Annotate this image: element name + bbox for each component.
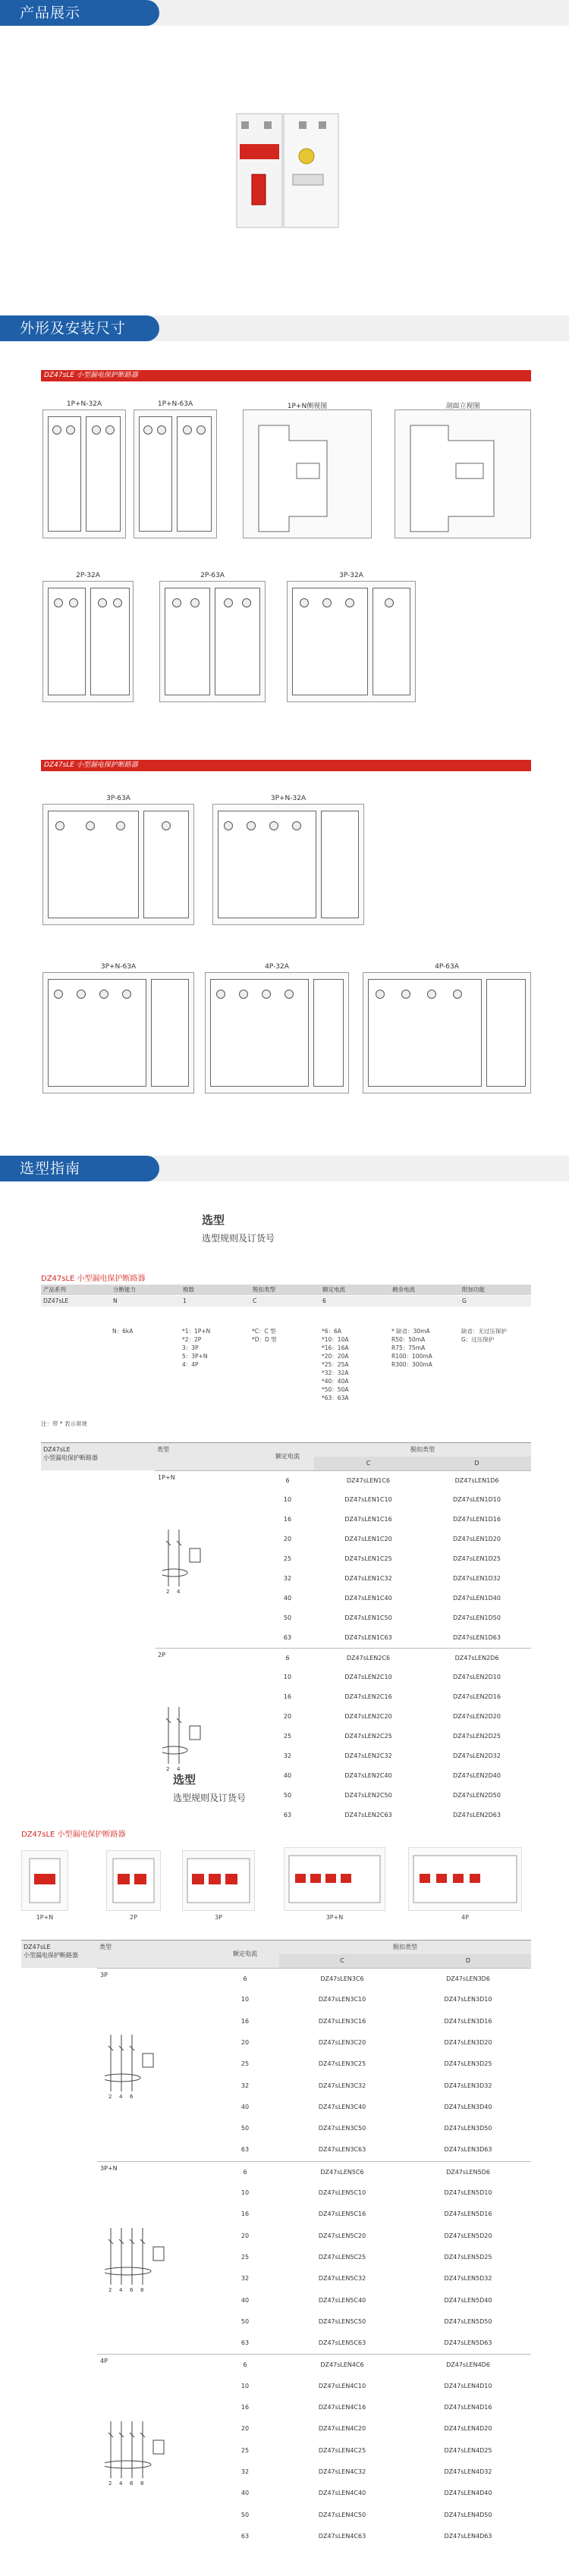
cell-current: 20 <box>283 1713 292 1720</box>
table-header-trip: 脱扣类型 <box>314 1443 531 1457</box>
table-row <box>211 2054 531 2075</box>
cell-code-d: DZ47sLEN3D50 <box>444 2125 492 2132</box>
drawing-3pn-63a <box>42 963 194 1093</box>
cell-code-c: DZ47sLEN1C40 <box>344 1595 392 1602</box>
cell-code-c: DZ47sLEN1C63 <box>344 1634 392 1641</box>
section-title-dimensions: 外形及安装尺寸 <box>0 315 159 341</box>
cell-code-d: DZ47sLEN5D16 <box>444 2210 492 2218</box>
cell-current: 10 <box>240 2382 250 2389</box>
group-type-cell <box>155 1470 261 1648</box>
cell-code-d: DZ47sLEN2D16 <box>453 1693 501 1700</box>
cell-code-d: DZ47sLEN4D10 <box>444 2382 492 2389</box>
table-row <box>211 2139 531 2160</box>
cell-code-c: DZ47sLEN4C32 <box>318 2468 366 2475</box>
cell-current: 40 <box>283 1595 292 1602</box>
cell-code-c: DZ47sLEN2C32 <box>344 1752 392 1759</box>
cell-code-d: DZ47sLEN5D20 <box>444 2232 492 2239</box>
photo-label: 1P+N <box>36 1914 54 1921</box>
cell-current: 6 <box>243 1975 247 1982</box>
col-series: 产品系列 <box>43 1286 66 1293</box>
cell-current: 32 <box>283 1752 292 1759</box>
drawing-header-1: DZ47sLE 小型漏电保护断路器 <box>41 370 531 381</box>
cell-current: 16 <box>240 2404 250 2411</box>
group-type-cell <box>97 2161 211 2355</box>
cell-code-d: DZ47sLEN2D32 <box>453 1752 501 1759</box>
cell-code-d: DZ47sLEN1D6 <box>454 1477 499 1484</box>
table-row <box>261 1707 531 1727</box>
section-title-product: 产品展示 <box>0 0 159 26</box>
col-residual: 剩余电流 <box>392 1286 415 1293</box>
cell-current: 25 <box>283 1555 292 1562</box>
drawing-header-2: DZ47sLE 小型漏电保护断路器 <box>41 760 531 771</box>
photo-label: 2P <box>130 1914 137 1921</box>
table-row <box>211 2182 531 2204</box>
cell-code-c: DZ47sLEN1C16 <box>344 1516 392 1523</box>
cell-code-c: DZ47sLEN3C6 <box>320 1975 364 1982</box>
cell-code-d: DZ47sLEN4D6 <box>446 2361 490 2369</box>
cell-code-d: DZ47sLEN1D10 <box>453 1496 501 1503</box>
group-type-label: 2P <box>158 1652 165 1658</box>
drawing-caption: 3P+N-63A <box>100 963 137 971</box>
table-row <box>261 1746 531 1766</box>
col-trip: 脱扣类型 <box>253 1286 275 1293</box>
table-header-d: D <box>423 1457 531 1470</box>
table-row <box>211 1989 531 2010</box>
cell-code-c: DZ47sLEN5C10 <box>318 2189 366 2196</box>
cell-code-c: DZ47sLEN2C40 <box>344 1772 392 1779</box>
cell-code-c: DZ47sLEN2C20 <box>344 1713 392 1720</box>
cell-code-d: DZ47sLEN2D6 <box>454 1655 499 1661</box>
table-header-c: C <box>279 1954 405 1968</box>
table-row <box>211 2226 531 2247</box>
cell-code-c: DZ47sLEN3C63 <box>318 2146 366 2154</box>
cell-code-d: DZ47sLEN1D40 <box>453 1595 501 1602</box>
table-header-series: DZ47sLE 小型漏电保护断路器 <box>41 1443 155 1470</box>
cell-code-c: DZ47sLEN5C63 <box>318 2339 366 2347</box>
table-row <box>211 2268 531 2289</box>
col-breaking: 分断能力 <box>113 1286 136 1293</box>
cell-code-c: DZ47sLEN3C25 <box>318 2060 366 2068</box>
svg-text:4: 4 <box>119 2480 123 2486</box>
table-row <box>261 1510 531 1530</box>
order-table-2 <box>21 1940 531 2558</box>
cell-code-d: DZ47sLEN2D40 <box>453 1772 501 1779</box>
cell-code-d: DZ47sLEN4D32 <box>444 2468 492 2475</box>
cell-code-d: DZ47sLEN2D63 <box>453 1812 501 1818</box>
wiring-symbol-icon <box>105 2418 165 2486</box>
cell-code-d: DZ47sLEN1D50 <box>453 1614 501 1621</box>
photo-label: 3P+N <box>325 1914 344 1921</box>
col-extra: 附加功能 <box>462 1286 485 1293</box>
svg-text:8: 8 <box>140 2287 144 2293</box>
cell-code-d: DZ47sLEN4D40 <box>444 2490 492 2497</box>
val-current: 6 <box>322 1297 326 1304</box>
table-row <box>211 2076 531 2097</box>
col-current: 额定电流 <box>322 1286 345 1293</box>
cell-current: 63 <box>283 1812 292 1818</box>
photo-2p <box>106 1850 161 1911</box>
cell-current: 32 <box>283 1575 292 1582</box>
photo-3pn <box>284 1847 385 1911</box>
val-poles: 1 <box>183 1297 187 1304</box>
cell-code-c: DZ47sLEN4C16 <box>318 2404 366 2411</box>
cell-current: 50 <box>283 1614 292 1621</box>
drawing-caption: 2P-32A <box>76 572 100 579</box>
cell-current: 10 <box>283 1496 292 1503</box>
group-type-cell <box>97 1968 211 2161</box>
cell-code-c: DZ47sLEN2C6 <box>346 1655 391 1661</box>
table-row <box>261 1687 531 1707</box>
cell-current: 25 <box>283 1733 292 1740</box>
table-header-series: DZ47sLE 小型漏电保护断路器 <box>21 1941 97 1968</box>
table-row <box>211 2290 531 2311</box>
drawing-caption: 3P+N-32A <box>270 795 307 802</box>
cell-code-c: DZ47sLEN3C32 <box>318 2082 366 2089</box>
product-photo <box>231 91 344 243</box>
cell-current: 20 <box>240 2038 250 2046</box>
table-row <box>261 1470 531 1490</box>
cell-code-d: DZ47sLEN5D50 <box>444 2317 492 2325</box>
cell-current: 20 <box>240 2232 250 2239</box>
cell-current: 50 <box>240 2125 250 2132</box>
table-row <box>211 2011 531 2032</box>
selection-series-header-2: DZ47sLE 小型漏电保护断路器 <box>21 1831 126 1839</box>
cell-code-c: DZ47sLEN5C40 <box>318 2296 366 2304</box>
table-header-type: 类型 <box>155 1443 261 1470</box>
cell-code-d: DZ47sLEN1D20 <box>453 1536 501 1542</box>
drawing-3p-63a <box>42 795 194 925</box>
cell-code-d: DZ47sLEN4D25 <box>444 2446 492 2454</box>
cell-current: 63 <box>240 2146 250 2154</box>
photo-3p <box>182 1850 255 1911</box>
cell-code-c: DZ47sLEN3C10 <box>318 1996 366 2003</box>
svg-text:4: 4 <box>119 2287 123 2293</box>
cell-code-d: DZ47sLEN3D63 <box>444 2146 492 2154</box>
svg-text:4: 4 <box>177 1589 181 1594</box>
cell-code-d: DZ47sLEN3D20 <box>444 2038 492 2046</box>
photo-label: 4P <box>461 1914 469 1921</box>
cell-code-c: DZ47sLEN1C10 <box>344 1496 392 1503</box>
cell-current: 20 <box>240 2425 250 2433</box>
cell-code-d: DZ47sLEN5D32 <box>444 2275 492 2283</box>
photo-4p <box>408 1847 522 1911</box>
svg-text:2: 2 <box>166 1766 170 1771</box>
cell-code-c: DZ47sLEN1C50 <box>344 1614 392 1621</box>
drawing-4p-63a <box>363 963 531 1093</box>
cell-code-d: DZ47sLEN2D20 <box>453 1713 501 1720</box>
group-type-label: 3P <box>100 1972 108 1978</box>
cell-code-c: DZ47sLEN2C10 <box>344 1674 392 1680</box>
cell-current: 63 <box>240 2532 250 2540</box>
cell-current: 10 <box>240 2189 250 2196</box>
wiring-symbol-icon <box>105 2031 165 2099</box>
table-header-c: C <box>314 1457 423 1470</box>
cell-code-d: DZ47sLEN5D40 <box>444 2296 492 2304</box>
cell-current: 6 <box>243 2168 247 2176</box>
table-row <box>211 2204 531 2225</box>
order-code-value-row <box>41 1296 531 1307</box>
cell-current: 63 <box>240 2339 250 2347</box>
cell-code-c: DZ47sLEN1C32 <box>344 1575 392 1582</box>
col-poles: 极数 <box>183 1286 194 1293</box>
drawing-caption: 剖面立视图 <box>445 403 480 410</box>
cell-current: 10 <box>240 1996 250 2003</box>
table-header-d: D <box>405 1954 531 1968</box>
svg-text:2: 2 <box>108 2480 112 2486</box>
table-row <box>261 1490 531 1510</box>
svg-text:2: 2 <box>166 1589 170 1594</box>
table-row <box>261 1648 531 1668</box>
cell-code-d: DZ47sLEN5D25 <box>444 2253 492 2261</box>
svg-text:6: 6 <box>130 2094 134 2100</box>
cell-current: 50 <box>240 2317 250 2325</box>
option-extra: 缺省：无过压保护 G：过压保护 <box>461 1328 507 1343</box>
drawing-2p-32a <box>42 572 134 702</box>
cell-current: 25 <box>240 2446 250 2454</box>
drawing-caption: 4P-32A <box>265 963 289 971</box>
svg-text:6: 6 <box>130 2287 134 2293</box>
cell-code-c: DZ47sLEN4C50 <box>318 2511 366 2518</box>
val-extra: G <box>462 1297 467 1304</box>
cell-current: 16 <box>240 2017 250 2025</box>
cell-code-c: DZ47sLEN1C25 <box>344 1555 392 1562</box>
cell-code-d: DZ47sLEN3D32 <box>444 2082 492 2089</box>
cell-code-c: DZ47sLEN2C50 <box>344 1792 392 1799</box>
svg-text:2: 2 <box>108 2094 112 2100</box>
group-type-label: 4P <box>100 2358 108 2365</box>
cell-current: 40 <box>283 1772 292 1779</box>
table-row <box>211 2483 531 2504</box>
table-header-type: 类型 <box>97 1941 211 1968</box>
drawing-3p-32a <box>287 572 416 702</box>
table-row <box>211 2440 531 2461</box>
option-poles: *1：1P+N *2：2P 3：3P 5：3P+N 4：4P <box>182 1328 211 1368</box>
table-row <box>211 2333 531 2354</box>
drawing-1pn-side <box>243 403 372 538</box>
photo-1pn <box>21 1850 68 1911</box>
selection-series-header-1: DZ47sLE 小型漏电保护断路器 <box>41 1275 146 1283</box>
drawing-1pn-32a <box>42 400 126 538</box>
option-current: *6：6A *10：10A *16：16A *20：20A *25：25A *32：32A *40：40A *50：50A *63：63A <box>322 1328 349 1401</box>
cell-code-c: DZ47sLEN5C50 <box>318 2317 366 2325</box>
cell-code-c: DZ47sLEN1C20 <box>344 1536 392 1542</box>
cell-code-d: DZ47sLEN2D50 <box>453 1792 501 1799</box>
cell-code-d: DZ47sLEN4D16 <box>444 2404 492 2411</box>
table-row <box>211 2418 531 2440</box>
cell-code-c: DZ47sLEN5C32 <box>318 2275 366 2283</box>
cell-current: 25 <box>240 2060 250 2068</box>
drawing-caption: 3P-63A <box>106 795 130 802</box>
svg-text:4: 4 <box>119 2094 123 2100</box>
cell-code-c: DZ47sLEN3C50 <box>318 2125 366 2132</box>
cell-current: 32 <box>240 2275 250 2283</box>
cell-code-c: DZ47sLEN4C25 <box>318 2446 366 2454</box>
cell-code-c: DZ47sLEN5C25 <box>318 2253 366 2261</box>
table-row <box>261 1668 531 1687</box>
table-row <box>261 1549 531 1569</box>
table-row <box>261 1806 531 1825</box>
cell-code-c: DZ47sLEN5C20 <box>318 2232 366 2239</box>
table-row <box>211 2354 531 2375</box>
cell-code-c: DZ47sLEN4C20 <box>318 2425 366 2433</box>
cell-code-c: DZ47sLEN2C25 <box>344 1733 392 1740</box>
selection-subtitle-1: 选型规则及订货号 <box>202 1233 275 1244</box>
svg-text:8: 8 <box>140 2480 144 2486</box>
table-row <box>211 2247 531 2268</box>
cell-current: 6 <box>243 2361 247 2369</box>
cell-code-d: DZ47sLEN1D16 <box>453 1516 501 1523</box>
cell-current: 40 <box>240 2490 250 2497</box>
group-type-label: 1P+N <box>158 1474 175 1481</box>
cell-code-d: DZ47sLEN3D16 <box>444 2017 492 2025</box>
cell-code-d: DZ47sLEN1D25 <box>453 1555 501 1562</box>
cell-current: 6 <box>285 1477 290 1484</box>
svg-text:2: 2 <box>108 2287 112 2293</box>
cell-code-c: DZ47sLEN3C20 <box>318 2038 366 2046</box>
cell-current: 50 <box>240 2511 250 2518</box>
cell-code-c: DZ47sLEN4C6 <box>320 2361 364 2369</box>
table-row <box>211 2118 531 2139</box>
cell-code-c: DZ47sLEN5C16 <box>318 2210 366 2218</box>
table-row <box>261 1589 531 1608</box>
drawing-caption: 1P+N-63A <box>157 400 193 408</box>
option-breaking: N：6kA <box>112 1328 134 1335</box>
cell-code-d: DZ47sLEN1D63 <box>453 1634 501 1641</box>
cell-current: 10 <box>283 1674 292 1680</box>
group-type-cell <box>97 2354 211 2547</box>
cell-code-c: DZ47sLEN4C63 <box>318 2532 366 2540</box>
drawing-4p-32a <box>205 963 349 1093</box>
cell-current: 20 <box>283 1536 292 1542</box>
cell-current: 16 <box>283 1516 292 1523</box>
drawing-2p-63a <box>159 572 266 702</box>
table-row <box>261 1628 531 1648</box>
cell-code-d: DZ47sLEN3D10 <box>444 1996 492 2003</box>
cell-code-d: DZ47sLEN4D63 <box>444 2532 492 2540</box>
cell-code-d: DZ47sLEN3D25 <box>444 2060 492 2068</box>
table-header-trip: 脱扣类型 <box>279 1941 531 1954</box>
table-header-current: 额定电流 <box>261 1443 314 1470</box>
table-row <box>211 2376 531 2397</box>
table-row <box>211 1968 531 1989</box>
cell-code-c: DZ47sLEN3C16 <box>318 2017 366 2025</box>
cell-current: 50 <box>283 1792 292 1799</box>
cell-current: 40 <box>240 2296 250 2304</box>
val-breaking: N <box>113 1297 118 1304</box>
cell-current: 6 <box>285 1655 290 1661</box>
photo-label: 3P <box>215 1914 222 1921</box>
svg-text:4: 4 <box>177 1766 181 1771</box>
cell-code-d: DZ47sLEN5D63 <box>444 2339 492 2347</box>
option-residual: * 缺省：30mA R50：50mA R75：75mA R100：100mA R300：300mA <box>391 1328 432 1368</box>
cell-code-d: DZ47sLEN3D40 <box>444 2103 492 2110</box>
val-series: DZ47sLE <box>43 1297 69 1304</box>
table-row <box>261 1569 531 1589</box>
cell-code-d: DZ47sLEN1D32 <box>453 1575 501 1582</box>
table-row <box>261 1766 531 1786</box>
table-row <box>211 2311 531 2333</box>
cell-current: 16 <box>283 1693 292 1700</box>
table-row <box>211 2461 531 2483</box>
table-row <box>261 1530 531 1549</box>
selection-subtitle-2: 选型规则及订货号 <box>173 1793 247 1803</box>
drawing-caption: 1P+N-32A <box>66 400 102 408</box>
cell-current: 25 <box>240 2253 250 2261</box>
table-row <box>211 2526 531 2547</box>
val-trip: C <box>253 1297 257 1304</box>
cell-code-d: DZ47sLEN4D20 <box>444 2425 492 2433</box>
cell-code-c: DZ47sLEN4C40 <box>318 2490 366 2497</box>
cell-current: 32 <box>240 2468 250 2475</box>
drawing-caption: 2P-63A <box>200 572 225 579</box>
cell-code-d: DZ47sLEN3D6 <box>446 1975 490 1982</box>
option-trip: *C：C 型 *D：D 型 <box>252 1328 277 1343</box>
table-row <box>211 2097 531 2118</box>
cell-current: 40 <box>240 2103 250 2110</box>
table-row <box>211 2161 531 2182</box>
cell-code-c: DZ47sLEN4C10 <box>318 2382 366 2389</box>
order-code-header-row <box>41 1285 531 1295</box>
cell-code-d: DZ47sLEN2D10 <box>453 1674 501 1680</box>
drawing-caption: 4P-63A <box>435 963 459 971</box>
drawing-3pn-32a <box>212 795 364 925</box>
group-type-label: 3P+N <box>100 2164 118 2172</box>
cell-code-d: DZ47sLEN2D25 <box>453 1733 501 1740</box>
table-row <box>261 1608 531 1628</box>
cell-current: 63 <box>283 1634 292 1641</box>
svg-text:6: 6 <box>130 2480 134 2486</box>
drawing-1pn-63a <box>134 400 217 538</box>
cell-code-d: DZ47sLEN4D50 <box>444 2511 492 2518</box>
selection-title-1: 选型 <box>202 1213 225 1227</box>
table-row <box>261 1786 531 1806</box>
cell-code-c: DZ47sLEN1C6 <box>346 1477 391 1484</box>
section-title-selection: 选型指南 <box>0 1156 159 1181</box>
drawing-section-view <box>395 403 531 538</box>
table-row <box>211 2505 531 2526</box>
selection-title-2: 选型 <box>173 1773 196 1787</box>
table-row <box>211 2397 531 2418</box>
selection-note: 注：带 * 表示常规 <box>41 1420 88 1427</box>
cell-code-c: DZ47sLEN2C63 <box>344 1812 392 1818</box>
cell-code-d: DZ47sLEN5D6 <box>446 2168 490 2176</box>
wiring-symbol-icon <box>162 1526 223 1594</box>
table-row <box>211 2032 531 2054</box>
drawing-caption: 1P+N侧视图 <box>287 403 328 410</box>
cell-code-c: DZ47sLEN5C6 <box>320 2168 364 2176</box>
cell-code-d: DZ47sLEN5D10 <box>444 2189 492 2196</box>
cell-code-c: DZ47sLEN2C16 <box>344 1693 392 1700</box>
table-row <box>261 1727 531 1746</box>
cell-code-c: DZ47sLEN3C40 <box>318 2103 366 2110</box>
table-header-current: 额定电流 <box>211 1941 279 1968</box>
wiring-symbol-icon <box>162 1703 223 1771</box>
cell-current: 32 <box>240 2082 250 2089</box>
drawing-caption: 3P-32A <box>339 572 363 579</box>
wiring-symbol-icon <box>105 2224 165 2292</box>
cell-current: 16 <box>240 2210 250 2218</box>
